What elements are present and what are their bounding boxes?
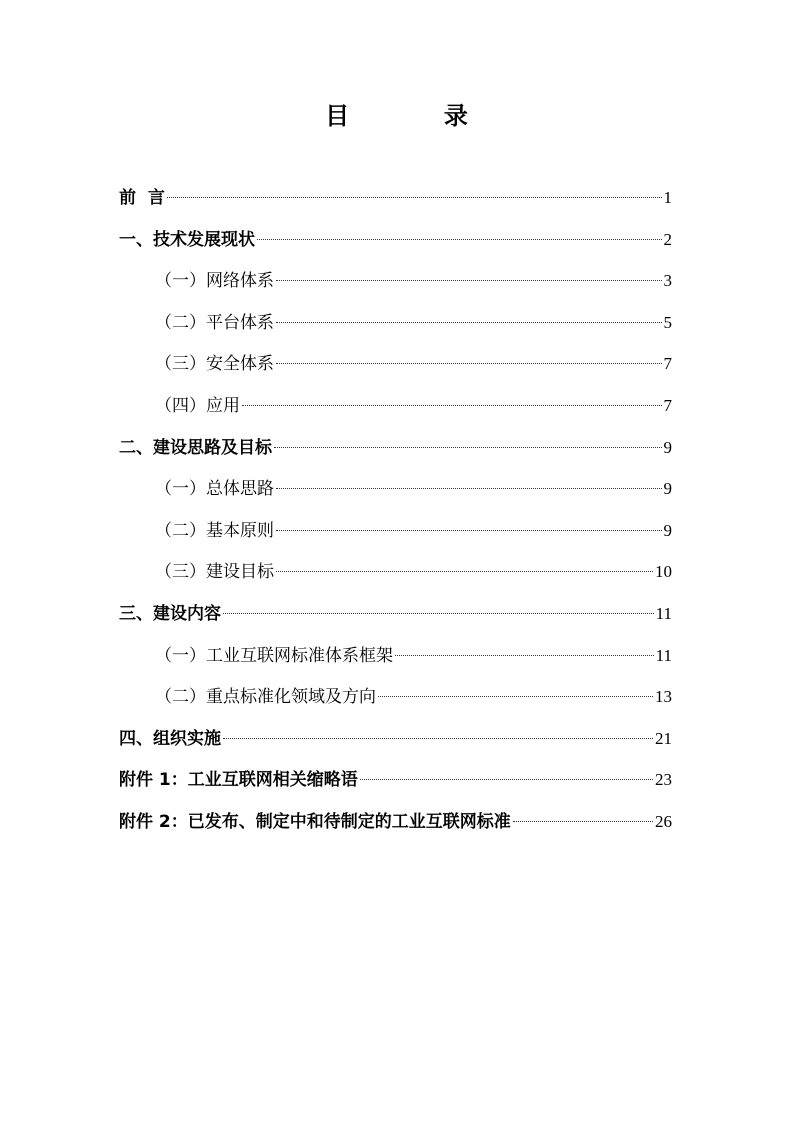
- toc-dot-leader: [242, 405, 662, 406]
- toc-page-number: 10: [655, 562, 672, 582]
- toc-entry-label: （一）网络体系: [155, 271, 274, 292]
- toc-page-number: 7: [663, 395, 672, 415]
- toc-entry-label: （一）工业互联网标准体系框架: [155, 645, 393, 666]
- toc-entry-label: 一、技术发展现状: [119, 229, 255, 250]
- toc-entry-section-3-1[interactable]: [119, 639, 672, 681]
- toc-page-number: 13: [655, 687, 672, 707]
- toc-entry-section-1-2[interactable]: [119, 306, 672, 348]
- toc-dot-leader: [513, 821, 653, 822]
- toc-entry-section-2-1[interactable]: [119, 472, 672, 514]
- toc-page-number: 2: [663, 229, 672, 249]
- toc-entry-label: （三）建设目标: [155, 562, 274, 583]
- toc-dot-leader: [276, 488, 662, 489]
- page-title: 目 录: [325, 102, 494, 130]
- toc-dot-leader: [276, 571, 653, 572]
- toc-page-number: 5: [663, 312, 672, 332]
- toc-dot-leader: [395, 655, 654, 656]
- toc-page-number: 11: [655, 645, 672, 665]
- toc-page-number: 23: [655, 770, 672, 790]
- toc-entry-appendix-1[interactable]: [119, 763, 672, 805]
- toc-page-number: 3: [663, 271, 672, 291]
- toc-entry-section-4[interactable]: [119, 722, 672, 764]
- toc-entry-label: （一）总体思路: [155, 479, 274, 500]
- toc-entry-foreword[interactable]: [119, 181, 672, 223]
- toc-dot-leader: [257, 239, 662, 240]
- toc-dot-leader: [276, 322, 662, 323]
- toc-entry-section-2-3[interactable]: [119, 555, 672, 597]
- table-of-contents: [119, 181, 672, 847]
- toc-entry-label: （二）平台体系: [155, 312, 274, 333]
- toc-dot-leader: [378, 696, 653, 697]
- toc-dot-leader: [276, 363, 662, 364]
- toc-page-number: 1: [663, 188, 672, 207]
- toc-page-number: 26: [655, 811, 672, 831]
- toc-entry-section-3-2[interactable]: [119, 680, 672, 722]
- toc-dot-leader: [274, 447, 662, 448]
- toc-page-number: 9: [663, 479, 672, 499]
- toc-entry-label: 二、建设思路及目标: [119, 437, 272, 458]
- toc-page-number: 9: [663, 437, 672, 457]
- toc-page-number: 11: [655, 603, 672, 623]
- toc-page-number: 21: [655, 728, 672, 748]
- toc-entry-label: 四、组织实施: [119, 728, 221, 749]
- toc-dot-leader: [276, 530, 662, 531]
- toc-entry-label: 三、建设内容: [119, 603, 221, 624]
- toc-entry-label: （二）基本原则: [155, 520, 274, 541]
- toc-page-number: 7: [663, 354, 672, 374]
- toc-entry-label: 附件 1：工业互联网相关缩略语: [119, 770, 358, 791]
- toc-dot-leader: [167, 197, 662, 198]
- toc-entry-label: （三）安全体系: [155, 354, 274, 375]
- toc-entry-section-1-4[interactable]: [119, 389, 672, 431]
- toc-dot-leader: [223, 613, 654, 614]
- toc-page-number: 9: [663, 520, 672, 540]
- toc-dot-leader: [276, 280, 662, 281]
- toc-entry-appendix-2[interactable]: [119, 805, 672, 847]
- toc-dot-leader: [223, 738, 653, 739]
- toc-entry-section-1-3[interactable]: [119, 347, 672, 389]
- toc-entry-section-2-2[interactable]: [119, 514, 672, 556]
- toc-dot-leader: [360, 779, 653, 780]
- toc-entry-section-3[interactable]: [119, 597, 672, 639]
- toc-entry-label: 附件 2：已发布、制定中和待制定的工业互联网标准: [119, 811, 511, 832]
- toc-entry-label: 前 言: [119, 188, 165, 208]
- toc-entry-section-1-1[interactable]: [119, 264, 672, 306]
- toc-entry-label: （四）应用: [155, 395, 240, 416]
- toc-entry-section-1[interactable]: [119, 223, 672, 265]
- toc-entry-label: （二）重点标准化领域及方向: [155, 687, 376, 708]
- toc-entry-section-2[interactable]: [119, 431, 672, 473]
